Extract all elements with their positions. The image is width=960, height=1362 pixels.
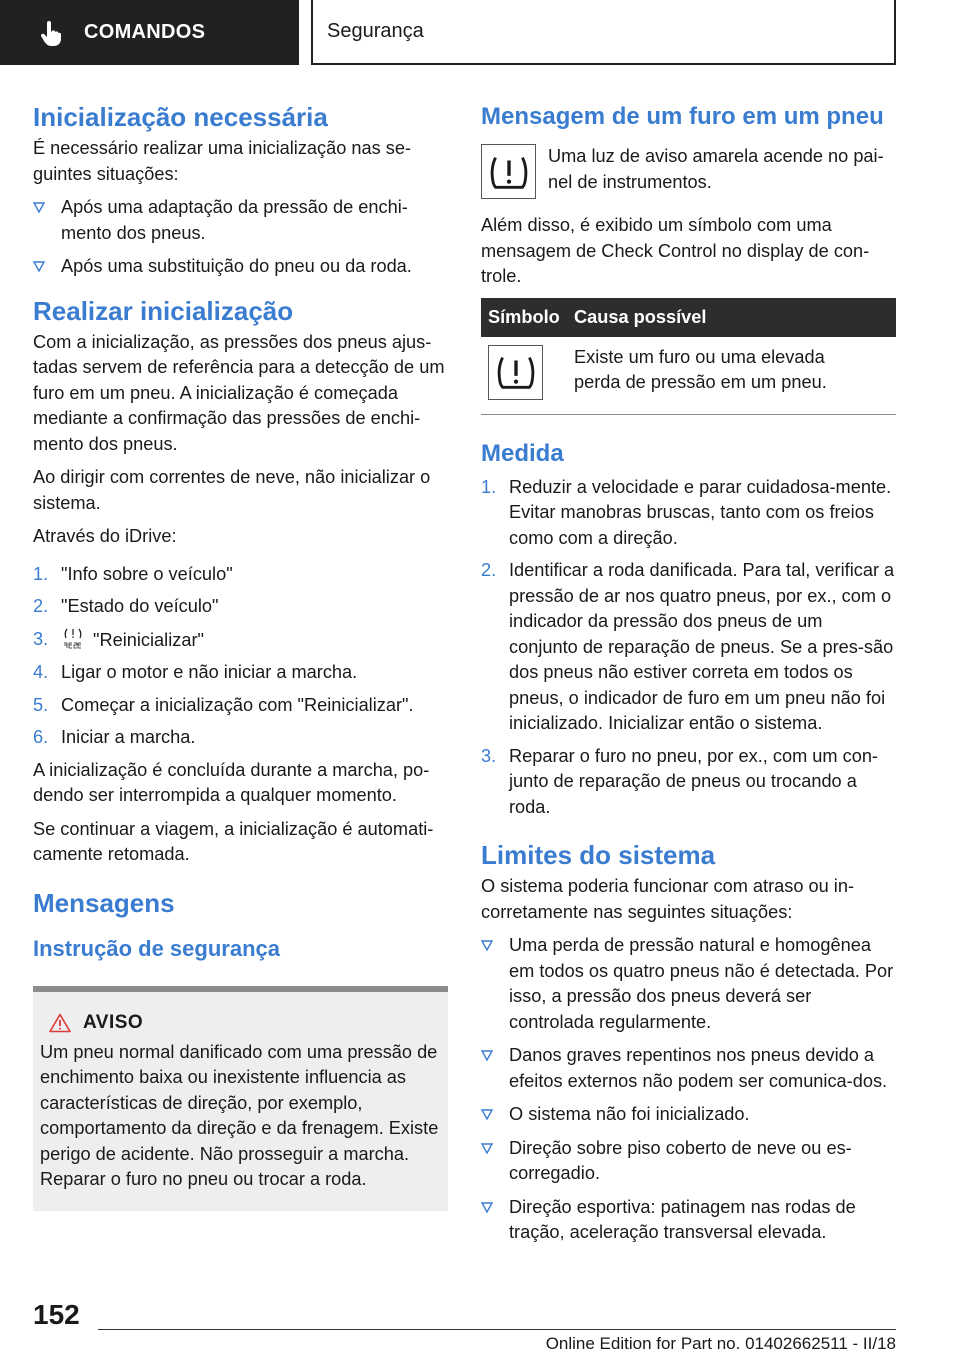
triangle-bullet-icon <box>481 1202 493 1213</box>
symbol-table <box>481 298 896 415</box>
table-header-cause: Causa possível <box>574 298 896 337</box>
list-item: Uma perda de pressão natural e homogênea em todos os quatro pneus não é detectada. Por isso, a pressão dos pneus deverá ser controlada regularmente. <box>481 933 896 1035</box>
list-item: 5. Começar a inicialização com "Reinicializar". <box>33 694 414 715</box>
limits-intro: O sistema poderia funcionar com atraso ou in-corretamente nas seguintes situações: <box>481 876 855 922</box>
left-column <box>33 100 448 1211</box>
tpms-warning-icon <box>481 144 536 199</box>
list-item: 2. "Estado do veículo" <box>33 596 219 616</box>
list-item: O sistema não foi inicializado. <box>481 1102 896 1128</box>
list-item: 6. Iniciar a marcha. <box>33 727 196 747</box>
table-header-symbol: Símbolo <box>481 298 574 337</box>
list-item: Direção sobre piso coberto de neve ou es-corregadio. <box>481 1136 896 1187</box>
list-item: 3. Reparar o furo no pneu, por ex., com um con-junto de reparação de pneus ou trocando a roda. <box>481 745 878 817</box>
triangle-bullet-icon <box>481 940 493 951</box>
warning-title: AVISO <box>83 1011 144 1033</box>
warning-light-row <box>481 144 896 199</box>
table-row <box>481 337 896 415</box>
page-number: 152 <box>33 1299 80 1330</box>
warning-header <box>40 1012 439 1034</box>
subsection-title: Segurança <box>327 20 424 42</box>
right-column <box>481 100 896 1256</box>
triangle-bullet-icon <box>481 1050 493 1061</box>
perform-init-p2: Ao dirigir com correntes de neve, não inicializar o sistema. <box>33 467 431 513</box>
warning-text: Um pneu normal danificado com uma pressão de enchimento baixa ou inexistente influencia as características de direção, por exemplo, comportamento da direção e da frenagem. Existe perigo de acidente. Não prosseguir a marcha. Reparar o furo no pneu ou trocar a roda. <box>40 1041 439 1189</box>
warning-box <box>33 986 448 1211</box>
heading-perform-init: Realizar inicialização <box>33 295 294 326</box>
list-item: Após uma substituição do pneu ou da roda. <box>33 254 448 280</box>
tpms-reset-icon <box>61 627 85 649</box>
list-item: 2. Identificar a roda danificada. Para tal, verificar a pressão de ar nos quatro pneus, por ex., com o indicador da pressão dos pneus de um conjunto de reparação de pneus. Se a pres-são dos pneus não estiver correta em todos os pneus, o indicador de furo em um pneu não foi inicializado. Inicializar então o sistema. <box>481 560 895 733</box>
footer-divider <box>98 1329 896 1330</box>
idrive-steps <box>33 562 448 751</box>
hand-pointer-icon <box>38 20 64 46</box>
list-item: 1. Reduzir a velocidade e parar cuidadosa-mente. Evitar manobras bruscas, tanto com os freios como com a direção. <box>481 476 892 548</box>
triangle-bullet-icon <box>481 1109 493 1120</box>
heading-safety-instruction: Instrução de segurança <box>33 935 280 961</box>
triangle-bullet-icon <box>33 202 45 213</box>
subsection-tab <box>311 0 896 65</box>
heading-messages: Mensagens <box>33 887 175 918</box>
list-item: 4. Ligar o motor e não iniciar a marcha. <box>33 662 358 682</box>
perform-init-p4: A inicialização é concluída durante a marcha, po-dendo ser interrompida a qualquer momento. <box>33 759 430 805</box>
list-item: 1. "Info sobre o veículo" <box>33 563 233 584</box>
puncture-p1: Além disso, é exibido um símbolo com uma mensagem de Check Control no display de con-trole. <box>481 215 870 286</box>
list-item: Direção esportiva: patinagem nas rodas de tração, aceleração transversal elevada. <box>481 1195 896 1246</box>
warning-triangle-icon <box>49 1013 71 1033</box>
list-item: Danos graves repentinos nos pneus devido a efeitos externos não podem ser comunica-dos. <box>481 1043 896 1094</box>
perform-init-p1: Com a inicialização, as pressões dos pneus ajus-tadas servem de referência para a detecção de um furo em um pneu. A inicialização é começada mediante a confirmação das pressões de enchi-mento dos pneus. <box>33 331 445 454</box>
section-title: COMANDOS <box>84 21 206 43</box>
perform-init-p5: Se continuar a viagem, a inicialização é automati-camente retomada. <box>33 818 434 864</box>
table-cell-cause: Existe um furo ou uma elevada perda de pressão em um pneu. <box>574 337 896 415</box>
limits-list <box>481 933 896 1246</box>
warning-light-text: Uma luz de aviso amarela acende no pai-nel de instrumentos. <box>548 146 884 192</box>
triangle-bullet-icon <box>33 261 45 272</box>
list-item: 3. "Reinicializar" <box>33 628 204 650</box>
perform-init-p3: Através do iDrive: <box>33 526 177 546</box>
init-required-intro: É necessário realizar uma inicialização nas se-guintes situações: <box>33 138 412 184</box>
tpms-warning-icon <box>488 345 543 400</box>
heading-system-limits: Limites do sistema <box>481 840 716 870</box>
measure-steps <box>481 475 896 821</box>
heading-puncture-message: Mensagem de um furo em um pneu <box>481 103 884 130</box>
table-cell-symbol <box>481 337 574 415</box>
heading-init-required: Inicialização necessária <box>33 102 328 132</box>
init-required-list <box>33 195 448 280</box>
triangle-bullet-icon <box>481 1143 493 1154</box>
section-tab <box>0 0 299 65</box>
edition-text: Online Edition for Part no. 01402662511 - II/18 <box>545 1334 896 1353</box>
list-item: Após uma adaptação da pressão de enchi-mento dos pneus. <box>33 195 448 246</box>
heading-measure: Medida <box>481 439 564 467</box>
